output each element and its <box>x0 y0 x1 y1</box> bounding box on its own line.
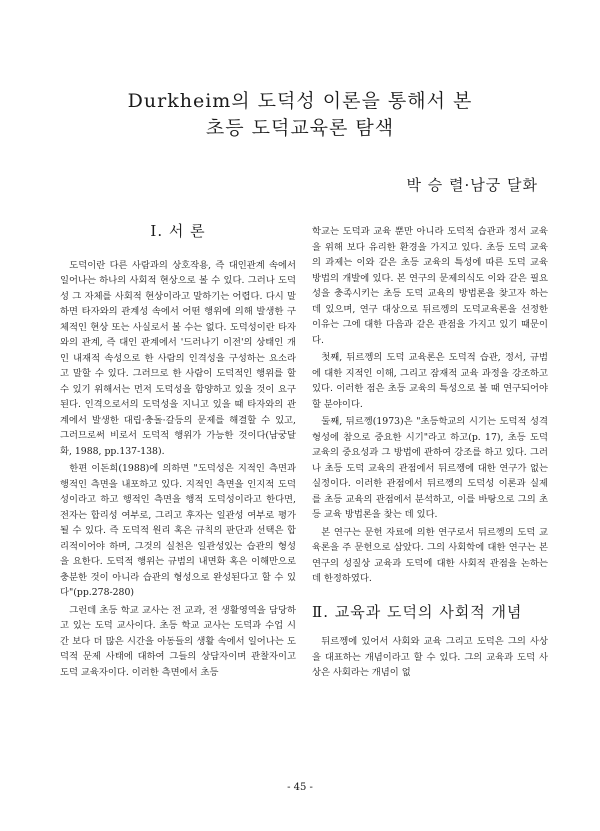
paragraph: 학교는 도덕과 교육 뿐만 아니라 도덕적 습관과 정서 교육을 위해 보다 유리한 환경을 가지고 있다. 초등 도덕 교육의 과제는 이와 같은 초등 교육의 특성에 따른 도덕 교육 방법의 개발에 있다. 본 연구의 문제의식도 이와 같은 필요성을 충족시키는 초등 도덕 교육의 방법론을 찾고자 하는 데 있으며, 연구 대상으로 뒤르껭의 도덕교육론을 선정한이유는 그에 대한 다음과 같은 관점을 가지고 있기 때문이다. <box>312 226 548 346</box>
left-column <box>60 224 296 680</box>
paper-title <box>0 88 600 142</box>
right-column <box>312 224 548 681</box>
paragraph: 첫째, 뒤르껭의 도덕 교육론은 도덕적 습관, 정서, 규범에 대한 지적인 이해, 그리고 잠재적 교육 과정을 강조하고 있다. 이러한 점은 초등 교육의 특성으로 볼 때 연구되어야 할 분야이다. <box>312 352 548 410</box>
paragraph: 한편 이돈희(1988)에 의하면 "도덕성은 지적인 측면과 행적인 측면을 내포하고 있다. 지적인 측면을 인지적 도덕성이라고 하고 행적인 측면을 행적 도덕성이라고 한다면, 전자는 합리성 여부로, 그리고 후자는 일관성 여부로 평가될 수 있다. 즉 도덕적 원리 혹은 규칙의 판단과 선택은 합리적이어야 하며, 그것의 실천은 일관성있는 습관의 형성을 요한다. 도덕적 행위는 규범의 내면화 혹은 이해만으로 충분한 것이 아니라 습관의 형성으로 완성된다고 할 수 있다"(pp.278-280) <box>60 463 296 598</box>
section-1-heading: Ⅰ. 서 론 <box>150 222 206 240</box>
paragraph: 뒤르껭에 있어서 사회와 교육 그리고 도덕은 그의 사상을 대표하는 개념이라고 할 수 있다. 그의 교육과 도덕 사상은 사회라는 개념이 없 <box>312 636 548 678</box>
paragraph: 그런데 초등 학교 교사는 전 교과, 전 생활영역을 담당하고 있는 도덕 교사이다. 초등 학교 교사는 도덕과 수업 시간 보다 더 많은 시간을 아동들의 생활 속에서 일어나는 도덕적 문제 사태에 대하여 그들의 상담자이며 관찰자이고 도덕 교육자이다. 이러한 측면에서 초등 <box>60 604 296 678</box>
page-number: - 45 - <box>287 782 313 793</box>
authors: 박 승 렬·남궁 달화 <box>406 176 538 194</box>
title-line-1: Durkheim의 도덕성 이론을 통해서 본 <box>127 90 473 112</box>
paragraph: 본 연구는 문헌 자료에 의한 연구로서 뒤르껭의 도덕 교육론을 주 문헌으로 삼았다. 그의 사회학에 대한 연구는 본 연구의 성질상 교육과 도덕에 대한 사회적 관점을 논하는 데 한정하였다. <box>312 526 548 584</box>
paragraph: 도덕이란 다른 사람과의 상호작용, 즉 대인관계 속에서 일어나는 하나의 사회적 현상으로 볼 수 있다. 그러나 도덕성 그 자체를 사회적 현상이라고 말하기는 어렵다. 다시 말하면 타자와의 관계성 속에서 어떤 행위에 의해 발생한 구체적인 현상 또는 사실로서 볼 수는 없다. 도덕성이란 타자와의 관계, 즉 대인 관계에서 '드러나기 이전'의 상태인 개인 내재적 속성으로 한 사람의 인격성을 구성하는 요소라고 말할 수 있다. 그러므로 한 사람이 도덕적인 행위를 할 수 있기 위해서는 먼저 도덕성을 함양하고 있을 것이 요구된다. 인격으로서의 도덕성을 지니고 있을 때 타자와의 관계에서 발생한 대립·충돌·갈등의 문제를 해결할 수 있고, 그러므로써 비로서 도덕적 행위가 가능한 것이다(남궁달화, 1988, pp.137-138). <box>60 259 296 457</box>
title-line-2: 초등 도덕교육론 탐색 <box>205 117 395 139</box>
section-2-heading: Ⅱ. 교육과 도덕의 사회적 개념 <box>312 602 523 621</box>
paragraph: 둘째, 뒤르껭(1973)은 "초등학교의 시기는 도덕적 성격 형성에 참으로 중요한 시기"라고 하고(p. 17), 초등 도덕 교육의 중요성과 그 방법에 관하여 강조를 하고 있다. 그러나 초등 도덕 교육의 관점에서 뒤르껭에 대한 연구가 없는 실정이다. 이러한 관점에서 뒤르껭의 도덕성 이론과 실제를 초등 교육의 관점에서 분석하고, 이를 바탕으로 그의 초등 교육 방법론을 찾는 데 있다. <box>312 416 548 520</box>
